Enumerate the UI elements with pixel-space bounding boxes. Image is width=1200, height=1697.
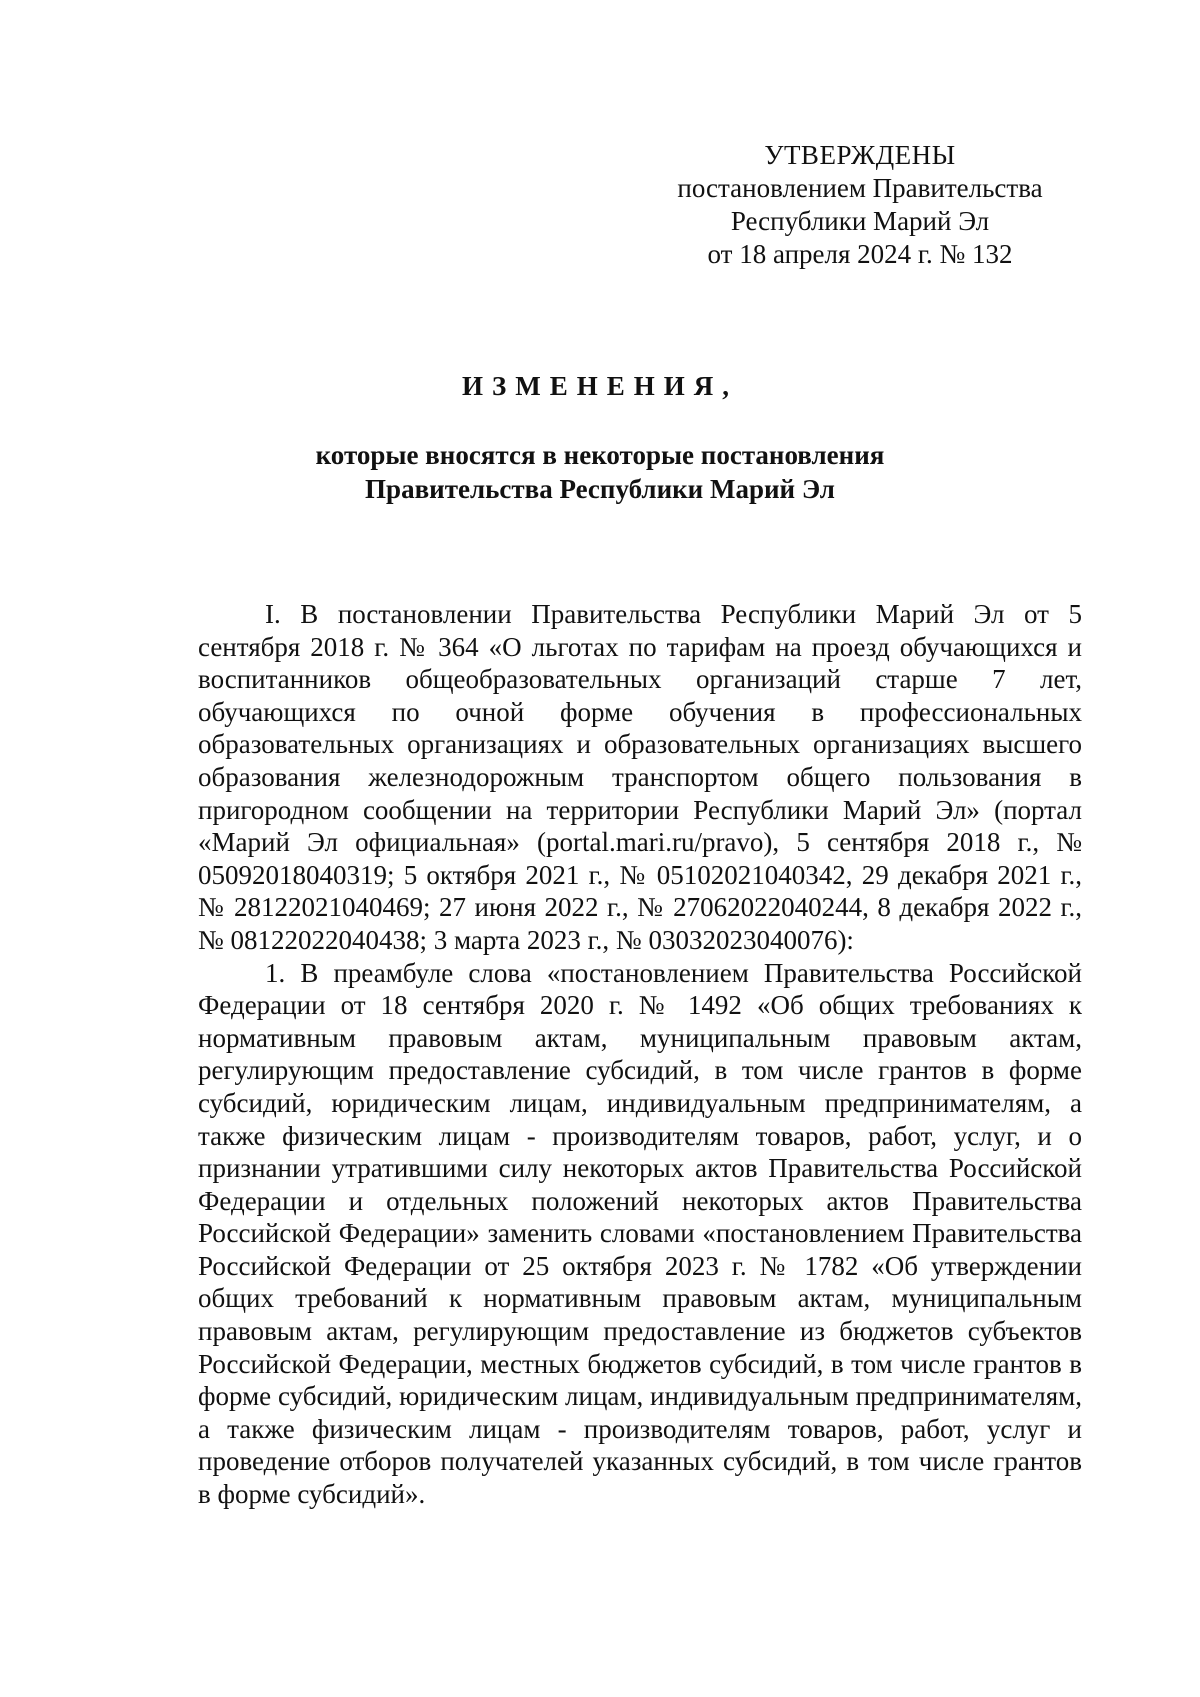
paragraph-section-1: I. В постановлении Правительства Республики Марий Эл от 5 сентября 2018 г. № 364 «О льготах по тарифам на проезд обучающихся и воспитанников общеобразовательных организаций старше 7 лет, обучающихся по очной форме обучения в профессиональных образовательных организациях и образовательных организациях высшего образования железнодорожным транспортом общего пользования в пригородном сообщении на территории Республики Марий Эл» (портал «Марий Эл официальная» (portal.mari.ru/pravo), 5 сентября 2018 г., № 05092018040319; 5 октября 2021 г., № 05102021040342, 29 декабря 2021 г., № 28122021040469; 27 июня 2022 г., № 27062022040244, 8 декабря 2022 г., № 08122022040438; 3 марта 2023 г., № 03032023040076): [198,599,1082,955]
subtitle-line-1: которые вносятся в некоторые постановления [315,440,885,470]
approval-issuer-line: постановлением Правительства [677,173,1043,203]
subtitle-line-2: Правительства Республики Марий Эл [365,474,835,504]
approval-republic-line: Республики Марий Эл [730,206,990,236]
approval-stamp [640,139,1080,271]
approval-date-number: от 18 апреля 2024 г. № 132 [707,239,1013,269]
document-title: ИЗМЕНЕНИЯ, [461,371,738,401]
paragraph-item-1: 1. В преамбуле слова «постановлением Правительства Российской Федерации от 18 сентября 2020 г. № 1492 «Об общих требованиях к нормативным правовым актам, муниципальным правовым актам, регулирующим предоставление субсидий, в том числе грантов в форме субсидий, юридическим лицам, индивидуальным предпринимателям, а также физическим лицам - производителям товаров, работ, услуг, и о признании утратившими силу некоторых актов Правительства Российской Федерации и отдельных положений некоторых актов Правительства Российской Федерации» заменить словами «постановлением Правительства Российской Федерации от 25 октября 2023 г. № 1782 «Об утверждении общих требований к нормативным правовым актам, муниципальным правовым актам, регулирующим предоставление из бюджетов субъектов Российской Федерации, местных бюджетов субсидий, в том числе грантов в форме субсидий, юридическим лицам, индивидуальным предпринимателям, а также физическим лицам - производителям товаров, работ, услуг и проведение отборов получателей указанных субсидий, в том числе грантов в форме субсидий». [198,957,1082,1510]
document-body [198,598,1082,1511]
document-subtitle [180,438,1020,506]
approval-heading: УТВЕРЖДЕНЫ [764,140,956,170]
